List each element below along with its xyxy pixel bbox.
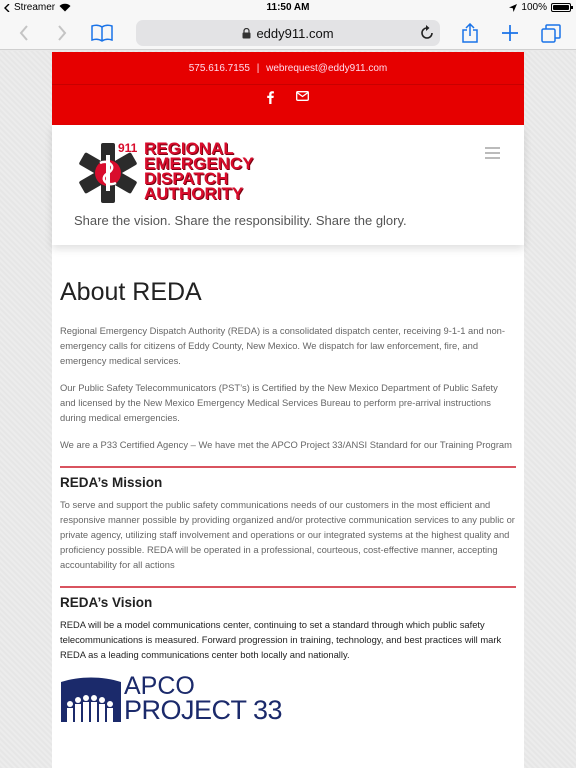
- page-title: About REDA: [60, 278, 202, 306]
- site-container: [52, 52, 524, 768]
- logo-line-1: REGIONAL: [144, 139, 234, 158]
- share-button[interactable]: [460, 22, 480, 44]
- new-tab-icon: [501, 24, 519, 42]
- hamburger-line: [485, 152, 500, 154]
- logo-line-4: AUTHORITY: [144, 184, 244, 203]
- lock-icon: [242, 28, 251, 39]
- reload-icon: [420, 25, 434, 40]
- logo-line-3: DISPATCH: [144, 169, 229, 188]
- tabs-button[interactable]: [540, 22, 562, 44]
- facebook-icon[interactable]: [267, 91, 274, 104]
- about-paragraph-3: We are a P33 Certified Agency – We have met the APCO Project 33/ANSI Standard for our Training Program: [60, 439, 512, 450]
- mission-heading: REDA’s Mission: [60, 475, 163, 490]
- phone-link[interactable]: 575.616.7155: [188, 63, 250, 74]
- email-link[interactable]: webrequest@eddy911.com: [266, 63, 388, 74]
- hamburger-icon: [485, 147, 500, 149]
- status-right: [509, 2, 571, 13]
- status-time: 11:50 AM: [266, 2, 310, 13]
- share-icon: [462, 23, 478, 43]
- battery-icon: [551, 3, 571, 12]
- star-of-life-logo-icon: [74, 138, 142, 204]
- bookmarks-button[interactable]: [90, 22, 114, 44]
- apco-wordmark: [124, 672, 283, 725]
- bookmarks-icon: [91, 24, 113, 42]
- browser-toolbar: [0, 17, 576, 50]
- apco-shield-icon: [60, 676, 122, 722]
- contact-info: [52, 52, 524, 85]
- vision-text: REDA will be a model communications center, continuing to set a standard through which public safety telecommunications is measured. Forward progression in training, technology, and best practices will mark REDA as a leading communications center both locally and nationally.: [60, 619, 502, 660]
- apco-line-2: PROJECT 33: [124, 695, 283, 725]
- logo-wordmark: [144, 141, 254, 201]
- contact-separator: |: [256, 63, 260, 74]
- status-bar: [0, 0, 576, 17]
- about-paragraph-2: Our Public Safety Telecommunicators (PST’s) is Certified by the New Mexico Department of Public Safety and licensed by the New Mexico Emergency Medical Services Bureau to perform pre-arrival instructions during medical emergencies.: [60, 382, 498, 423]
- apco-line-1: APCO: [124, 672, 195, 700]
- site-logo[interactable]: [74, 138, 254, 204]
- main-content: [52, 278, 524, 725]
- menu-button[interactable]: [485, 147, 500, 162]
- top-bar: [52, 52, 524, 125]
- logo-911-badge: 911: [118, 141, 138, 155]
- carrier-label[interactable]: Streamer: [14, 2, 56, 13]
- apco-project-33-badge: [60, 672, 516, 725]
- url-text: eddy911.com: [256, 25, 334, 41]
- back-button[interactable]: [16, 22, 32, 44]
- mission-text: To serve and support the public safety communications needs of our customers in the most efficient and responsive manner possible by providing organized and/or protective communication services to any public or private agency, utilizing staff involvement and operations or our integrated systems at the highest quality and proficiency possible. REDA will be operated in a professional, courteous, cost-effective manner, accepting accountability for all actions: [60, 499, 515, 570]
- section-divider: [60, 466, 516, 468]
- envelope-icon[interactable]: [296, 91, 309, 101]
- reload-button[interactable]: [420, 25, 434, 43]
- section-divider: [60, 586, 516, 588]
- site-tagline: Share the vision. Share the responsibility. Share the glory.: [74, 213, 407, 228]
- address-bar[interactable]: [136, 20, 440, 46]
- new-tab-button[interactable]: [500, 22, 520, 44]
- site-header: [52, 125, 524, 245]
- about-paragraph-1: Regional Emergency Dispatch Authority (REDA) is a consolidated dispatch center, receiving 9-1-1 and non-emergency calls for citizens of Eddy County, New Mexico. We dispatch for law enforcement, fire, and emergency medical services.: [60, 325, 506, 366]
- hamburger-line: [485, 157, 500, 159]
- back-icon: [19, 25, 29, 41]
- battery-percent: 100%: [521, 2, 547, 13]
- vision-heading: REDA’s Vision: [60, 595, 153, 610]
- forward-button[interactable]: [54, 22, 70, 44]
- tabs-icon: [541, 24, 561, 43]
- social-links: [52, 85, 524, 104]
- logo-line-2: EMERGENCY: [144, 154, 254, 173]
- location-arrow-icon: [509, 4, 517, 12]
- forward-icon: [57, 25, 67, 41]
